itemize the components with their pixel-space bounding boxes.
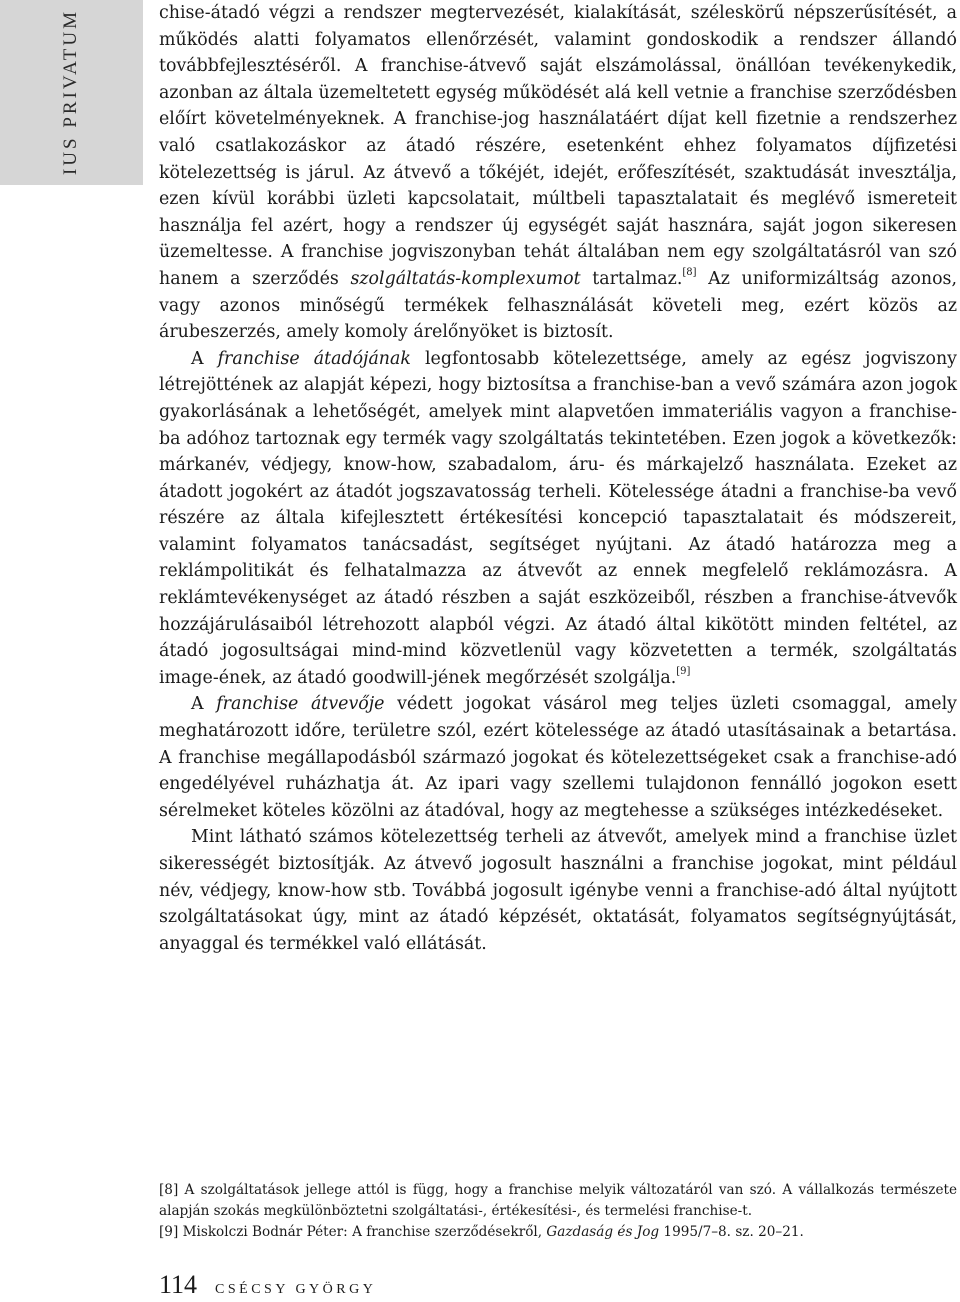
footnote-9: [9] Miskolczi Bodnár Péter: A franchise szerződésekről, Gazdaság és Jog 1995/7–8. sz. 20–21. bbox=[159, 1224, 804, 1241]
emphasis: szolgáltatás-komplexumot bbox=[350, 268, 581, 289]
paragraph-1: chise-átadó végzi a rendszer megtervezését, kialakítását, széleskörű népszerűsítését, a működés alatti folyamatos ellenőrzését, valamint gondoskodik a rendszer állandó továbbfejlesztéséről. A franchise-átvevő saját elszámolással, önállóan tevékenykedik, azonban az általa üzemeltetett egység működését alá kell vetnie a franchise szerződésben előírt követelményeknek. A franchise-jog használatáért díjat kell fizetnie a rendszerhez való csatlakozáskor az átadó részére, esetenként ehhez folyamatos díjfizetési kötelezettség is járul. Az átvevő a tőkéjét, idejét, erőfeszítését, szaktudását invesztálja, ezen kívül korábbi üzleti kapcsolatait, múltbeli tapasztalatait és meglévő ismereteit használja fel azért, hogy a rendszer új egységét saját hasznára, saját jogon sikeresen üzemeltesse. A franchise jogviszonyban tehát általában nem egy szolgáltatásról van szó hanem a szerződés szolgáltatás-komplexumot tartalmaz.[8] Az uniformizáltság azonos, vagy azonos minőségű termékek felhasználását követeli meg, ezért közös az árubeszerzés, amely komoly árelőnyöket is biztosít. bbox=[159, 3, 957, 343]
footnote-ref-8[interactable]: [8] bbox=[682, 266, 697, 278]
paragraph-2: A franchise átadójának legfontosabb kötelezettsége, amely az egész jogviszony létrejöttének az alapját képezi, hogy biztosítsa a franchise-ban a vevő számára azon jogok gyakorlásának a lehetőségét, amelyek mint alapvetően immateriális vagyon a franchise-ba adóhoz tartoznak egy termék vagy szolgáltatás tekintetében. Ezen jogok a következők: márkanév, védjegy, know-how, szabadalom, áru- és márkajelző használata. Ezeket az átadott jogokért az átadót jogszavatosság terheli. Kötelessége átadni a franchise-ba vevő részére az általa kifejlesztett értékesítési koncepció tapasztalatait és módszereit, valamint folyamatos tanácsadást, segítséget nyújtani. Az átadó határozza meg a reklámpolitikát és felhatalmazza az átvevőt az ennek megfelelő reklámozásra. A reklámtevékenységet az átadó részben a saját eszközeiből, részben a franchise-átvevők hozzájárulásaiból létrehozott alapból végzi. Az átadó által kikötött minden feltétel, az átadó jogosultságai mind-mind közvetlenül vagy közvetetten a termék, szolgáltatás image-ének, az átadó goodwill-jének megőrzését szolgálja.[9] bbox=[159, 348, 957, 688]
emphasis: franchise átadójának bbox=[217, 348, 411, 369]
paragraph-4: Mint látható számos kötelezettség terheli az átvevőt, amelyek mind a franchise üzlet sikerességét biztosítják. Az átvevő jogosult használni a franchise jogokat, mint például név, védjegy, know-how stb. Továbbá jogosult igénybe venni a franchise-adó által nyújtott szolgáltatásokat úgy, mint az átadó képzését, oktatását, folyamatos segítségnyújtását, anyaggal és termékkel való ellátását. bbox=[159, 827, 957, 954]
running-author: CSÉCSY GYÖRGY bbox=[215, 1282, 377, 1297]
page-number: 114 bbox=[159, 1270, 198, 1299]
main-text bbox=[159, 0, 957, 957]
journal-side-tab bbox=[0, 0, 143, 185]
paragraph-3: A franchise átvevője védett jogokat vásárol meg teljes üzleti csomaggal, amely meghatározott időre, területre szól, ezért kötelessége az átadó utasításainak a betartása. A franchise megállapodásból származó jogokat és kötelezettségeket csak a franchise-adó engedélyével ruházhatja át. Az ipari vagy szellemi tulajdonon fennálló jogokon esett sérelmeket köteles közölni az átadóval, hogy az megtehesse a szükséges intézkedéseket. bbox=[159, 694, 957, 821]
footnote-ref-9[interactable]: [9] bbox=[676, 665, 691, 677]
page-footer bbox=[159, 1270, 376, 1300]
footnote-8: [8] A szolgáltatások jellege attól is függ, hogy a franchise melyik változatáról van szó. A vállalkozás természete alapján szokás megkülönböztetni szolgáltatási-, értékesítési-, és termelési franchise-t. bbox=[159, 1182, 957, 1220]
journal-name: IUS PRIVATUM bbox=[60, 8, 81, 176]
footnotes bbox=[159, 1180, 957, 1244]
emphasis: franchise átvevője bbox=[216, 694, 385, 715]
